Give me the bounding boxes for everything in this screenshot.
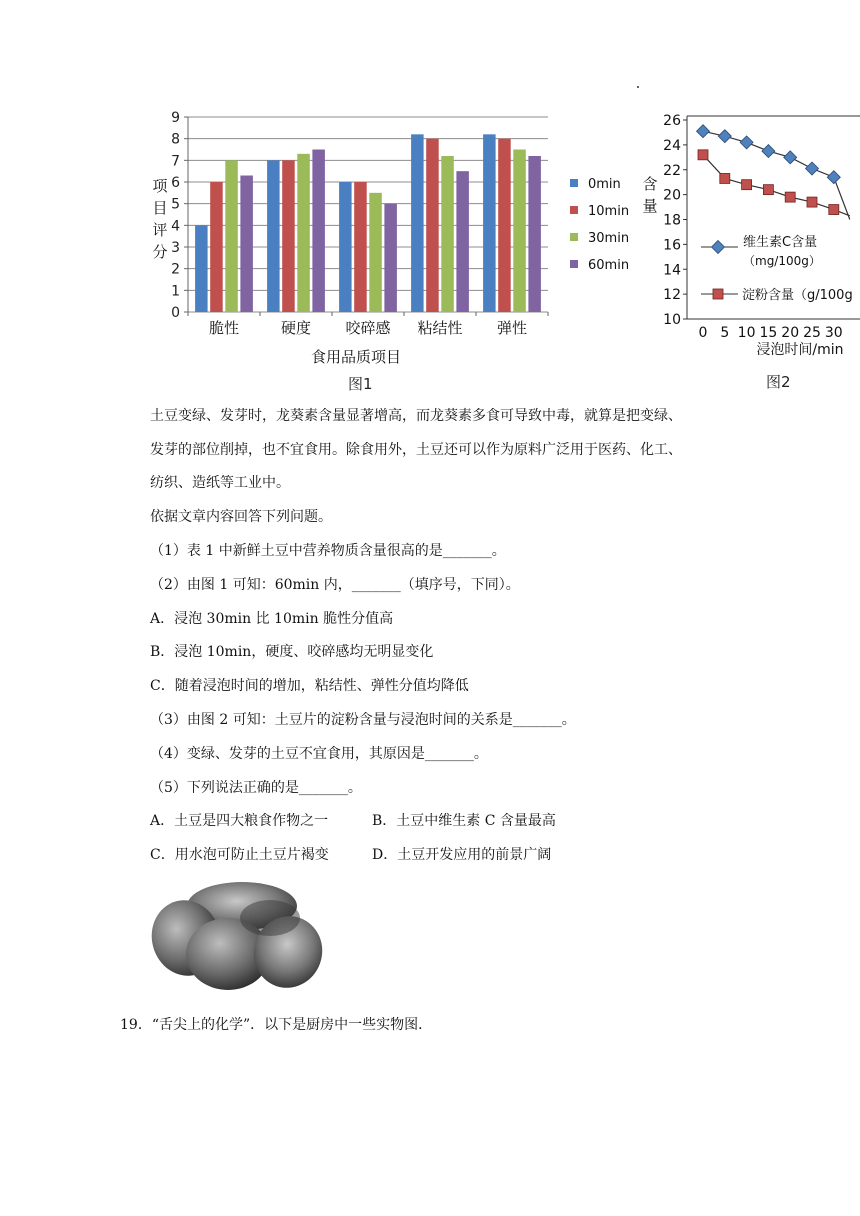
question-4: （4）变绿、发芽的土豆不宜食用，其原因是_______。 xyxy=(150,746,488,762)
y-axis-label-char: 分 xyxy=(152,243,168,261)
bar-10min xyxy=(426,139,439,312)
series-line-淀粉含量（g/100g xyxy=(703,155,850,216)
x-tick-label: 15 xyxy=(759,325,778,341)
x-tick-label: 25 xyxy=(803,325,821,341)
legend-label: 0min xyxy=(588,177,621,192)
bar-0min xyxy=(267,160,280,312)
y-tick-label: 18 xyxy=(663,212,681,229)
bar-30min xyxy=(297,154,310,312)
question-1: （1）表 1 中新鲜土豆中营养物质含量很高的是_______。 xyxy=(150,543,506,559)
x-tick-label: 10 xyxy=(737,325,756,341)
question-5-option-d: D．土豆开发应用的前景广阔 xyxy=(372,847,552,863)
question-5: （5）下列说法正确的是_______。 xyxy=(150,780,362,796)
y-axis-label-char: 目 xyxy=(152,199,168,217)
line-chart-figure-2 xyxy=(638,105,860,363)
y-tick-label: 2 xyxy=(171,261,180,278)
y-tick-label: 24 xyxy=(663,137,681,154)
y-tick-label: 16 xyxy=(663,237,681,254)
bar-30min xyxy=(369,193,382,312)
y-axis-label-char: 量 xyxy=(642,197,658,215)
y-tick-label: 22 xyxy=(663,162,681,179)
marker-diamond xyxy=(784,151,797,164)
bar-10min xyxy=(282,160,295,312)
bar-60min xyxy=(456,171,469,312)
figure-1-caption: 图1 xyxy=(348,375,373,393)
x-axis-label: 浸泡时间/min xyxy=(756,342,844,358)
y-tick-label: 7 xyxy=(171,153,180,170)
legend-label-starch: 淀粉含量（g/100g xyxy=(742,288,853,303)
x-tick-label: 脆性 xyxy=(208,319,240,337)
y-tick-label: 4 xyxy=(171,218,180,235)
marker-square xyxy=(785,192,795,202)
marker-square xyxy=(829,205,839,215)
question-19: 19．“舌尖上的化学”．以下是厨房中一些实物图． xyxy=(120,1017,433,1033)
marker-diamond xyxy=(806,162,819,175)
x-tick-label: 咬碎感 xyxy=(345,319,391,337)
marker-diamond xyxy=(740,136,753,149)
bar-30min xyxy=(441,156,454,312)
x-tick-label: 30 xyxy=(824,325,843,341)
bar-chart-figure-1 xyxy=(140,105,640,370)
legend-unit-vitamin-c: （mg/100g） xyxy=(743,254,821,268)
question-2-option-c: C．随着浸泡时间的增加，粘结性、弹性分值均降低 xyxy=(150,678,469,694)
legend-swatch-60min xyxy=(570,260,578,268)
y-axis-label-char: 含 xyxy=(642,175,658,193)
marker-diamond xyxy=(762,145,775,158)
y-tick-label: 26 xyxy=(663,113,681,129)
marker-square xyxy=(720,173,730,183)
legend-swatch-0min xyxy=(570,179,578,187)
x-tick-label: 5 xyxy=(720,325,730,341)
bar-0min xyxy=(483,134,496,312)
instruction-line: 依据文章内容回答下列问题。 xyxy=(150,509,332,525)
question-5-option-a: A．土豆是四大粮食作物之一 xyxy=(150,813,329,829)
bar-0min xyxy=(411,134,424,312)
question-5-option-b: B．土豆中维生素 C 含量最高 xyxy=(372,813,556,829)
marker-square xyxy=(742,180,752,190)
figure-2-caption: 图2 xyxy=(766,373,791,391)
y-axis-label-char: 评 xyxy=(152,221,168,239)
bar-60min xyxy=(528,156,541,312)
x-tick-label: 硬度 xyxy=(280,319,312,337)
legend-swatch-10min xyxy=(570,206,578,214)
y-tick-label: 6 xyxy=(171,175,180,191)
question-2: （2）由图 1 可知：60min 内，_______（填序号，下同）。 xyxy=(150,577,520,593)
y-axis-label-char: 项 xyxy=(152,177,168,195)
y-tick-label: 10 xyxy=(663,312,681,328)
question-3: （3）由图 2 可知：土豆片的淀粉含量与浸泡时间的关系是_______。 xyxy=(150,712,576,728)
x-tick-label: 20 xyxy=(781,325,800,341)
y-tick-label: 20 xyxy=(663,187,681,204)
legend-label-vitamin-c: 维生素C含量 xyxy=(743,235,818,250)
bar-10min xyxy=(210,182,223,312)
question-2-option-a: A．浸泡 30min 比 10min 脆性分值高 xyxy=(150,611,394,627)
legend-marker-vitamin-c xyxy=(712,241,725,254)
bar-10min xyxy=(354,182,367,312)
bar-0min xyxy=(339,182,352,312)
potato-image xyxy=(150,878,330,996)
paragraph-line-2: 发芽的部位削掉，也不宜食用。除食用外，土豆还可以作为原料广泛用于医药、化工、 xyxy=(150,442,682,458)
x-axis-label: 食用品质项目 xyxy=(310,348,402,366)
marker-diamond xyxy=(718,130,731,143)
bar-60min xyxy=(312,150,325,313)
x-tick-label: 粘结性 xyxy=(417,319,463,337)
paragraph-line-1: 土豆变绿、发芽时，龙葵素含量显著增高，而龙葵素多食可导致中毒，就算是把变绿、 xyxy=(150,408,682,424)
legend-label: 30min xyxy=(588,231,630,246)
paragraph-line-3: 纺织、造纸等工业中。 xyxy=(150,475,290,491)
y-tick-label: 12 xyxy=(663,287,681,304)
bar-10min xyxy=(498,139,511,312)
marker-square xyxy=(763,185,773,195)
x-tick-label: 弹性 xyxy=(496,319,528,337)
bar-0min xyxy=(195,225,208,312)
stray-dot xyxy=(637,86,639,88)
marker-square xyxy=(698,150,708,160)
legend-swatch-30min xyxy=(570,233,578,241)
bar-30min xyxy=(513,150,526,313)
y-tick-label: 14 xyxy=(663,262,681,279)
legend-marker-starch xyxy=(713,289,723,299)
y-tick-label: 8 xyxy=(171,131,180,148)
question-2-option-b: B．浸泡 10min，硬度、咬碎感均无明显变化 xyxy=(150,644,434,660)
marker-diamond xyxy=(697,125,710,138)
bar-30min xyxy=(225,160,238,312)
y-tick-label: 3 xyxy=(171,240,180,256)
y-tick-label: 5 xyxy=(171,196,180,213)
marker-diamond xyxy=(827,171,840,184)
y-tick-label: 0 xyxy=(171,305,180,321)
y-tick-label: 1 xyxy=(171,283,180,300)
bar-60min xyxy=(240,176,253,313)
legend-label: 60min xyxy=(588,258,630,273)
question-5-option-c: C．用水泡可防止土豆片褐变 xyxy=(150,847,329,863)
x-tick-label: 0 xyxy=(698,325,708,341)
legend-label: 10min xyxy=(588,204,630,219)
bar-60min xyxy=(384,204,397,312)
y-tick-label: 9 xyxy=(171,110,180,126)
marker-square xyxy=(807,197,817,207)
